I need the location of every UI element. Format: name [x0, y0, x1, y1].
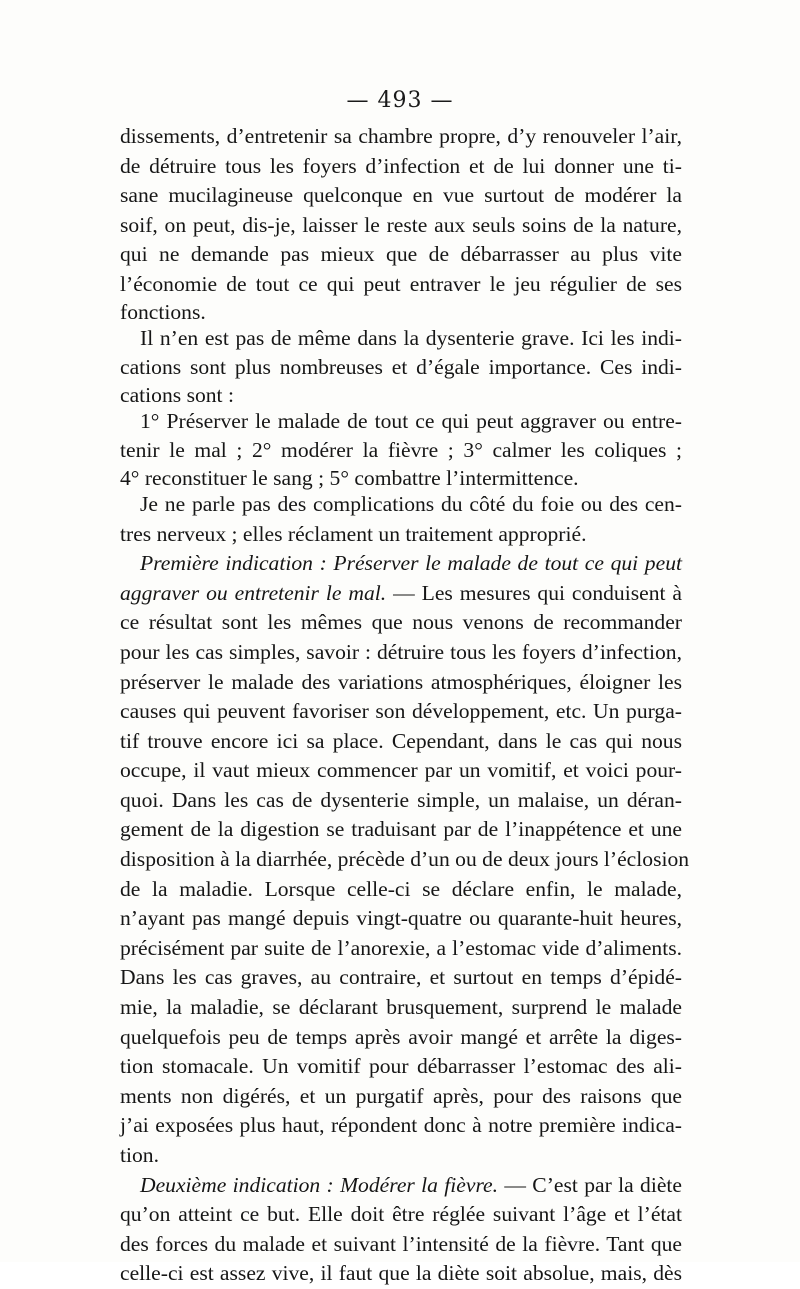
text-line: tres nerveux ; elles réclament un traitement approprié. [120, 521, 587, 546]
text-line: quelquefois peu de temps après avoir mangé et arrête la diges- [120, 1024, 682, 1049]
paragraph-start-line: Il n’en est pas de même dans la dysenterie grave. Ici les indi- [140, 325, 682, 350]
paragraph-start-line: Je ne parle pas des complications du côté du foie ou des cen- [140, 491, 682, 516]
text-line: tif trouve encore ici sa place. Cependant, dans le cas qui nous [120, 728, 682, 753]
text-line: n’ayant pas mangé depuis vingt-quatre ou quarante-huit heures, [120, 906, 682, 931]
section-heading-first-indication-cont: aggraver ou entretenir le mal. [120, 580, 387, 605]
text-line: des forces du malade et suivant l’intensité de la fièvre. Tant que [120, 1231, 682, 1256]
text-line: dissements, d’entretenir sa chambre propre, d’y renouveler l’air, [120, 124, 682, 148]
text-line: précisément par suite de l’anorexie, a l’estomac vide d’aliments. [120, 935, 682, 960]
text-line: de la maladie. Lorsque celle-ci se déclare enfin, le malade, [120, 876, 682, 901]
body-text [120, 122, 690, 1289]
text-line: cations sont : [120, 382, 234, 407]
text-line: qu’on atteint ce but. Elle doit être réglée suivant l’âge et l’état [120, 1202, 682, 1227]
text-line: soif, on peut, dis-je, laisser le reste aux seuls soins de la nature, [120, 212, 682, 237]
text-line: tion. [120, 1143, 159, 1167]
section-heading-second-indication: Deuxième indication : Modérer la fièvre. [140, 1172, 499, 1197]
section-heading-line [120, 549, 682, 579]
text-line: gement de la digestion se traduisant par de l’inappétence et une [120, 817, 682, 842]
text-line: cations sont plus nombreuses et d’égale importance. Ces indi- [120, 355, 682, 380]
text-line: fonctions. [120, 299, 206, 324]
text-line: tenir le mal ; 2° modérer la fièvre ; 3° calmer les coliques ; [120, 438, 682, 463]
page-number: — 493 — [346, 88, 454, 113]
text-line: Dans les cas graves, au contraire, et surtout en temps d’épidé- [120, 965, 682, 990]
text-fragment: — C’est par la diète [498, 1172, 682, 1197]
text-line: préserver le malade des variations atmosphériques, éloigner les [120, 669, 682, 694]
text-line [120, 579, 682, 609]
text-line: mie, la maladie, se déclarant brusquement, surprend le malade [120, 995, 682, 1020]
section-heading-line [120, 1171, 682, 1201]
text-line: causes qui peuvent favoriser son développement, etc. Un purga- [120, 699, 682, 724]
text-line: disposition à la diarrhée, précède d’un ou de deux jours l’éclosion [120, 847, 690, 872]
text-line: de détruire tous les foyers d’infection et de lui donner une ti- [120, 153, 682, 178]
text-fragment: — Les mesures qui conduisent à [386, 580, 683, 605]
text-line: j’ai exposées plus haut, répondent donc à notre première indica- [120, 1113, 682, 1138]
text-line: celle-ci est assez vive, il faut que la diète soit absolue, mais, dès [120, 1261, 682, 1286]
paragraph-start-line: 1° Préserver le malade de tout ce qui peut aggraver ou entre- [140, 408, 682, 433]
section-heading-first-indication: Première indication : Préserver le malade de tout ce qui peut [140, 551, 682, 576]
text-line: sane mucilagineuse quelconque en vue surtout de modérer la [120, 183, 682, 208]
text-line: pour les cas simples, savoir : détruire tous les foyers d’infection, [120, 639, 682, 664]
text-line: occupe, il vaut mieux commencer par un vomitif, et voici pour- [120, 758, 682, 783]
text-line: ce résultat sont les mêmes que nous venons de recommander [120, 610, 682, 635]
text-line: 4° reconstituer le sang ; 5° combattre l’intermittence. [120, 465, 579, 490]
text-line: tion stomacale. Un vomitif pour débarrasser l’estomac des ali- [120, 1054, 682, 1079]
text-line: l’économie de tout ce qui peut entraver le jeu régulier de ses [120, 271, 682, 296]
text-line: quoi. Dans les cas de dysenterie simple, un malaise, un déran- [120, 787, 682, 812]
text-line: qui ne demande pas mieux que de débarrasser au plus vite [120, 242, 682, 267]
text-line: ments non digérés, et un purgatif après, pour des raisons que [120, 1083, 682, 1108]
